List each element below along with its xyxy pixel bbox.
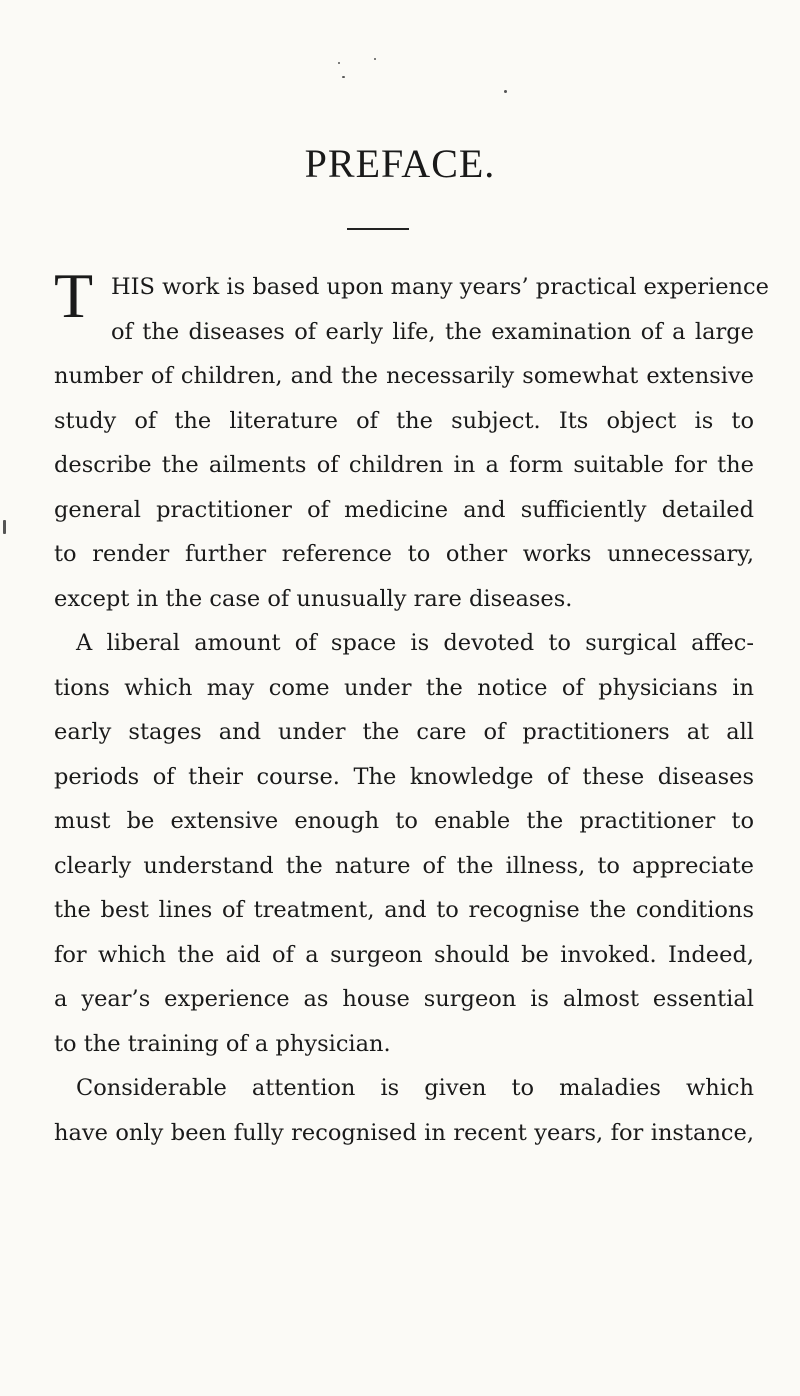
text-line-8: except in the case of unusually rare diseases.: [54, 585, 573, 612]
text-line-2: of the diseases of early life, the examination of a large: [111, 318, 754, 345]
drop-cap: T: [54, 260, 94, 331]
text-line-9: A liberal amount of space is devoted to surgical affec-: [76, 630, 754, 656]
paper-speck: [338, 62, 340, 64]
text-line-5: describe the ailments of children in a form suitable for the: [54, 452, 754, 478]
text-line-7: to render further reference to other works unnecessary,: [54, 541, 754, 567]
text-line-3: number of children, and the necessarily somewhat extensive: [54, 363, 754, 389]
text-line-4: study of the literature of the subject. Its object is to: [54, 407, 754, 434]
title-rule: [347, 228, 409, 230]
preface-body: [54, 260, 769, 1155]
text-line-6: general practitioner of medicine and sufficiently detailed: [54, 496, 754, 523]
text-line-12: periods of their course. The knowledge of these diseases: [54, 763, 754, 790]
text-line-14: clearly understand the nature of the illness, to appreciate: [54, 852, 754, 879]
text-line-15: the best lines of treatment, and to recognise the conditions: [54, 897, 754, 923]
paper-speck: [3, 520, 6, 534]
text-line-19: Considerable attention is given to maladies which: [76, 1075, 754, 1101]
text-line-18: to the training of a physician.: [54, 1030, 391, 1057]
paper-speck: [342, 76, 345, 78]
text-line-20: have only been fully recognised in recent years, for instance,: [54, 1119, 754, 1146]
text-line-16: for which the aid of a surgeon should be invoked. Indeed,: [54, 941, 754, 968]
text-line-10: tions which may come under the notice of physicians in: [54, 674, 754, 701]
page-title: PREFACE.: [304, 141, 496, 186]
text-line-11: early stages and under the care of practitioners at all: [54, 719, 754, 745]
paper-speck: [374, 58, 376, 60]
text-line-17: a year’s experience as house surgeon is almost essential: [54, 986, 754, 1012]
text-line-1: HIS work is based upon many years’ practical experience: [111, 274, 769, 300]
paper-speck: [504, 90, 507, 93]
text-line-13: must be extensive enough to enable the practitioner to: [54, 808, 754, 834]
